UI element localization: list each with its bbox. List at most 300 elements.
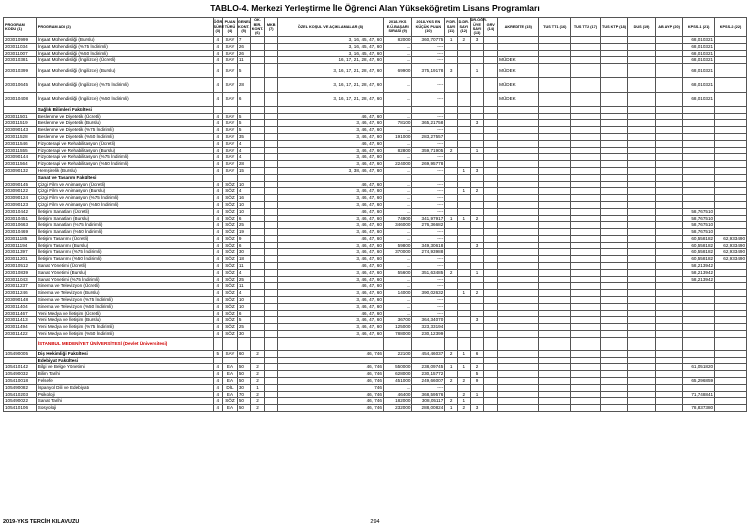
cell-kucuk: 364,34070	[412, 317, 445, 324]
cell-genel: 50	[237, 378, 250, 385]
cell-basari: ...	[383, 263, 412, 270]
cell-ddr	[457, 324, 470, 331]
cell-akr	[498, 276, 539, 283]
cell-dus	[628, 269, 656, 276]
cell-abayp	[655, 229, 683, 236]
cell-tt2	[571, 37, 601, 44]
cell-drogr	[470, 263, 484, 270]
cell-sure: 4	[213, 92, 223, 106]
cell-kosul: 3, 46, 47, 60	[278, 161, 384, 168]
cell-tt2	[571, 391, 601, 398]
cell-ddr	[457, 92, 470, 106]
cell-pdr	[445, 242, 458, 249]
cell-abayp	[655, 378, 683, 385]
cell-akr	[498, 371, 539, 378]
cell-drogr	[470, 310, 484, 317]
cell-sure: 4	[213, 331, 223, 338]
cell-puan: SAY	[223, 50, 238, 57]
cell-sure: 4	[213, 229, 223, 236]
cell-basari: 224000	[383, 161, 412, 168]
cell-drogr: 3	[470, 317, 484, 324]
cell-pdr	[445, 310, 458, 317]
cell-akr	[498, 324, 539, 331]
cell-grv	[484, 195, 498, 202]
cell-drogr: 2	[470, 290, 484, 297]
cell-basari: 788000	[383, 331, 412, 338]
cell-kosul: 3, 46, 47, 60	[278, 147, 384, 154]
empty-cell	[600, 337, 628, 350]
cell-code: 203011237	[4, 283, 37, 290]
column-header-dus: DUS (19)	[628, 18, 656, 37]
cell-grv	[484, 364, 498, 371]
cell-kpss1	[683, 133, 715, 140]
cell-kpss1	[683, 120, 715, 127]
empty-cell	[223, 357, 238, 364]
cell-kpss1: 68,010321	[683, 50, 715, 57]
cell-kpss2: 62,933490	[715, 249, 747, 256]
cell-sure: 4	[213, 43, 223, 50]
cell-ddr	[457, 43, 470, 50]
cell-abayp	[655, 37, 683, 44]
empty-cell	[223, 174, 238, 181]
cell-kucuk: ----	[412, 310, 445, 317]
cell-puan: SÖZ	[223, 317, 238, 324]
cell-puan: SÖZ	[223, 195, 238, 202]
cell-abayp	[655, 120, 683, 127]
empty-cell	[484, 174, 498, 181]
cell-genel: 4	[237, 154, 250, 161]
cell-code: 203011194	[4, 242, 37, 249]
empty-cell	[223, 106, 238, 113]
cell-name: Beslenme ve Diyetetik (Burslu)	[36, 120, 213, 127]
cell-pdr	[445, 161, 458, 168]
cell-ddr	[457, 113, 470, 120]
cell-basari: 182000	[383, 398, 412, 405]
cell-okbir	[250, 57, 265, 64]
university-name: İSTANBUL MEDENİYET ÜNİVERSİTESİ (Devlet Üniversitesi)	[36, 337, 213, 350]
cell-sure: 4	[213, 249, 223, 256]
program-row	[4, 195, 747, 202]
cell-pdr: 2	[445, 350, 458, 357]
cell-sure: 4	[213, 120, 223, 127]
empty-cell	[265, 106, 278, 113]
program-row	[4, 64, 747, 78]
cell-tt1	[539, 113, 571, 120]
cell-name: Bilgi ve Belge Yönetimi	[36, 364, 213, 371]
cell-grv	[484, 269, 498, 276]
empty-cell	[383, 357, 412, 364]
cell-tt2	[571, 324, 601, 331]
cell-abayp	[655, 188, 683, 195]
cell-kosul: 3, 46, 47, 60	[278, 303, 384, 310]
cell-dus	[628, 324, 656, 331]
cell-grv	[484, 303, 498, 310]
cell-okbir	[250, 297, 265, 304]
empty-cell	[4, 174, 37, 181]
cell-dus	[628, 235, 656, 242]
empty-cell	[470, 106, 484, 113]
cell-tt2	[571, 120, 601, 127]
cell-mkb	[265, 195, 278, 202]
cell-tt2	[571, 378, 601, 385]
cell-kosul: 3, 46, 47, 60	[278, 324, 384, 331]
cell-pdr	[445, 78, 458, 92]
cell-akr	[498, 378, 539, 385]
cell-basari: ...	[383, 297, 412, 304]
cell-kpss2	[715, 371, 747, 378]
cell-ktp	[600, 57, 628, 64]
cell-basari: 59800	[383, 242, 412, 249]
cell-grv	[484, 242, 498, 249]
cell-kosul: 3, 46, 47, 60	[278, 297, 384, 304]
cell-okbir: 2	[250, 391, 265, 398]
cell-drogr	[470, 201, 484, 208]
cell-mkb	[265, 140, 278, 147]
cell-okbir	[250, 78, 265, 92]
cell-kpss1	[683, 140, 715, 147]
cell-pdr	[445, 256, 458, 263]
cell-puan: SÖZ	[223, 201, 238, 208]
cell-abayp	[655, 310, 683, 317]
cell-okbir	[250, 43, 265, 50]
cell-tt1	[539, 269, 571, 276]
cell-genel: 10	[237, 297, 250, 304]
cell-tt2	[571, 276, 601, 283]
cell-abayp	[655, 201, 683, 208]
cell-sure: 4	[213, 78, 223, 92]
cell-grv	[484, 43, 498, 50]
cell-abayp	[655, 50, 683, 57]
cell-mkb	[265, 263, 278, 270]
cell-ktp	[600, 242, 628, 249]
column-header-genel: GENEL KONT. (5)	[237, 18, 250, 37]
cell-tt1	[539, 78, 571, 92]
empty-cell	[250, 337, 265, 350]
cell-akr	[498, 188, 539, 195]
program-row	[4, 229, 747, 236]
cell-grv	[484, 310, 498, 317]
cell-pdr	[445, 208, 458, 215]
cell-genel: 4	[237, 269, 250, 276]
cell-tt2	[571, 242, 601, 249]
empty-cell	[237, 337, 250, 350]
cell-drogr	[470, 297, 484, 304]
cell-basari: 69900	[383, 64, 412, 78]
program-table	[3, 17, 747, 412]
cell-pdr	[445, 222, 458, 229]
cell-puan: SAY	[223, 64, 238, 78]
column-header-tt1: TUS TT1 (16)	[539, 18, 571, 37]
cell-pdr	[445, 249, 458, 256]
cell-okbir	[250, 133, 265, 140]
cell-sure: 4	[213, 263, 223, 270]
cell-tt1	[539, 50, 571, 57]
program-row	[4, 201, 747, 208]
cell-okbir	[250, 235, 265, 242]
cell-kosul: 3, 16, 17, 21, 28, 47, 60	[278, 64, 384, 78]
cell-pdr	[445, 92, 458, 106]
cell-pdr	[445, 303, 458, 310]
cell-drogr	[470, 154, 484, 161]
cell-puan: SAY	[223, 120, 238, 127]
cell-mkb	[265, 249, 278, 256]
empty-cell	[655, 106, 683, 113]
cell-kucuk: 283,27557	[412, 133, 445, 140]
cell-tt2	[571, 161, 601, 168]
cell-genel: 4	[237, 147, 250, 154]
cell-genel: 16	[237, 195, 250, 202]
cell-name: Yeni Medya ve İletişim (Ücretli)	[36, 310, 213, 317]
cell-kucuk: 368,59576	[412, 391, 445, 398]
cell-pdr: 3	[445, 64, 458, 78]
cell-abayp	[655, 317, 683, 324]
cell-tt1	[539, 364, 571, 371]
cell-dus	[628, 215, 656, 222]
cell-ddr: 1	[457, 215, 470, 222]
cell-mkb	[265, 215, 278, 222]
cell-ddr	[457, 384, 470, 391]
cell-pdr	[445, 167, 458, 174]
cell-ddr: 2	[457, 37, 470, 44]
cell-name: Çizgi Film ve Animasyon (%50 İndirimli)	[36, 201, 213, 208]
cell-tt2	[571, 113, 601, 120]
empty-cell	[484, 337, 498, 350]
cell-puan: SÖZ	[223, 229, 238, 236]
cell-kpss1	[683, 290, 715, 297]
cell-puan: SÖZ	[223, 331, 238, 338]
cell-puan: SAY	[223, 147, 238, 154]
cell-tt2	[571, 57, 601, 64]
cell-basari: ...	[383, 167, 412, 174]
cell-kucuk: 274,93988	[412, 249, 445, 256]
cell-tt2	[571, 398, 601, 405]
cell-tt2	[571, 181, 601, 188]
cell-tt2	[571, 384, 601, 391]
cell-code: 105410203	[4, 391, 37, 398]
cell-kucuk: ----	[412, 297, 445, 304]
cell-mkb	[265, 161, 278, 168]
cell-kosul: 3, 46, 47, 60	[278, 120, 384, 127]
cell-abayp	[655, 303, 683, 310]
cell-puan: EA	[223, 364, 238, 371]
cell-name: İnşaat Mühendisliği (%50 İndirimli)	[36, 50, 213, 57]
cell-drogr: 3	[470, 242, 484, 249]
cell-drogr	[470, 133, 484, 140]
empty-cell	[237, 174, 250, 181]
cell-dus	[628, 140, 656, 147]
cell-mkb	[265, 350, 278, 357]
cell-basari: ...	[383, 43, 412, 50]
cell-code: 105490022	[4, 398, 37, 405]
page-title: TABLO-4. Merkezi Yerleştirme İle Öğrenci Alan Yükseköğretim Lisans Programları	[210, 3, 540, 13]
cell-pdr	[445, 297, 458, 304]
cell-tt1	[539, 188, 571, 195]
cell-ktp	[600, 201, 628, 208]
cell-genel: 25	[237, 324, 250, 331]
cell-kucuk: 269,95778	[412, 161, 445, 168]
cell-sure: 4	[213, 181, 223, 188]
cell-name: Yeni Medya ve İletişim (%75 İndirimli)	[36, 324, 213, 331]
cell-ktp	[600, 222, 628, 229]
cell-mkb	[265, 120, 278, 127]
cell-basari: ...	[383, 195, 412, 202]
cell-okbir	[250, 201, 265, 208]
cell-genel: 5	[237, 317, 250, 324]
empty-cell	[412, 357, 445, 364]
cell-kpss2	[715, 350, 747, 357]
cell-okbir	[250, 113, 265, 120]
cell-puan: SÖZ	[223, 297, 238, 304]
cell-ktp	[600, 391, 628, 398]
cell-abayp	[655, 269, 683, 276]
cell-tt2	[571, 64, 601, 78]
cell-basari: ...	[383, 50, 412, 57]
cell-kpss2	[715, 201, 747, 208]
cell-ktp	[600, 113, 628, 120]
cell-tt2	[571, 43, 601, 50]
cell-abayp	[655, 405, 683, 412]
cell-pdr	[445, 276, 458, 283]
cell-kucuk: ----	[412, 208, 445, 215]
cell-kpss2	[715, 120, 747, 127]
cell-pdr	[445, 127, 458, 134]
cell-kucuk: 360,70775	[412, 37, 445, 44]
cell-ddr	[457, 127, 470, 134]
cell-kucuk: ----	[412, 303, 445, 310]
cell-genel: 9	[237, 235, 250, 242]
cell-kosul: 46, 47, 60	[278, 181, 384, 188]
cell-sure: 4	[213, 222, 223, 229]
cell-drogr	[470, 324, 484, 331]
cell-code: 203011397	[4, 249, 37, 256]
cell-grv	[484, 167, 498, 174]
cell-genel: 50	[237, 364, 250, 371]
cell-tt1	[539, 167, 571, 174]
cell-kpss1: 71,748841	[683, 391, 715, 398]
cell-dus	[628, 92, 656, 106]
cell-kosul: 3, 46, 47, 60	[278, 269, 384, 276]
cell-ktp	[600, 50, 628, 57]
cell-genel: 25	[237, 276, 250, 283]
table-body	[4, 37, 747, 412]
cell-kosul: 46, 47, 60	[278, 208, 384, 215]
cell-genel: 30	[237, 249, 250, 256]
cell-pdr: 2	[445, 269, 458, 276]
cell-code: 203011555	[4, 147, 37, 154]
cell-kosul: 46, 746	[278, 405, 384, 412]
cell-kpss1	[683, 303, 715, 310]
cell-kpss2	[715, 391, 747, 398]
cell-mkb	[265, 256, 278, 263]
cell-kosul: 46, 47, 60	[278, 235, 384, 242]
empty-cell	[4, 106, 37, 113]
empty-cell	[237, 106, 250, 113]
cell-name: İletişim Tasarımı (Ücretli)	[36, 235, 213, 242]
cell-name: Felsefe	[36, 378, 213, 385]
cell-kpss1	[683, 161, 715, 168]
cell-tt1	[539, 283, 571, 290]
cell-ktp	[600, 283, 628, 290]
cell-ktp	[600, 324, 628, 331]
cell-ddr	[457, 78, 470, 92]
cell-kucuk: ----	[412, 263, 445, 270]
cell-ktp	[600, 310, 628, 317]
cell-mkb	[265, 371, 278, 378]
cell-puan: SAY	[223, 154, 238, 161]
empty-cell	[600, 357, 628, 364]
cell-kucuk: 249,66007	[412, 378, 445, 385]
cell-tt1	[539, 208, 571, 215]
cell-ddr	[457, 263, 470, 270]
cell-puan: SÖZ	[223, 249, 238, 256]
empty-cell	[445, 337, 458, 350]
cell-kpss1	[683, 167, 715, 174]
cell-mkb	[265, 133, 278, 140]
empty-cell	[213, 174, 223, 181]
cell-mkb	[265, 405, 278, 412]
cell-grv	[484, 57, 498, 64]
cell-akr	[498, 297, 539, 304]
column-header-tt2: TUS TT2 (17)	[571, 18, 601, 37]
column-header-ktp: TUS KTP (18)	[600, 18, 628, 37]
cell-sure: 4	[213, 161, 223, 168]
cell-code: 203010469	[4, 229, 37, 236]
cell-akr	[498, 208, 539, 215]
cell-genel: 6	[237, 92, 250, 106]
cell-grv	[484, 127, 498, 134]
cell-kucuk: 375,19178	[412, 64, 445, 78]
cell-tt2	[571, 371, 601, 378]
cell-abayp	[655, 161, 683, 168]
cell-akr	[498, 317, 539, 324]
program-row	[4, 167, 747, 174]
cell-sure: 4	[213, 133, 223, 140]
cell-kpss2	[715, 133, 747, 140]
cell-abayp	[655, 256, 683, 263]
cell-kpss1	[683, 398, 715, 405]
cell-abayp	[655, 222, 683, 229]
cell-okbir	[250, 37, 265, 44]
cell-kpss1: 58,767510	[683, 222, 715, 229]
cell-ktp	[600, 378, 628, 385]
cell-kpss2	[715, 147, 747, 154]
cell-genel: 50	[237, 405, 250, 412]
cell-abayp	[655, 215, 683, 222]
cell-name: Çizgi Film ve Animasyon (Burslu)	[36, 188, 213, 195]
program-row	[4, 140, 747, 147]
cell-kpss1: 68,010321	[683, 78, 715, 92]
cell-abayp	[655, 263, 683, 270]
cell-basari: ...	[383, 208, 412, 215]
cell-kpss1: 78,837380	[683, 405, 715, 412]
cell-akr	[498, 140, 539, 147]
cell-name: Sanat Yönetimi (Burslu)	[36, 269, 213, 276]
cell-akr	[498, 391, 539, 398]
empty-cell	[628, 174, 656, 181]
cell-grv	[484, 371, 498, 378]
empty-cell	[683, 337, 715, 350]
cell-tt1	[539, 127, 571, 134]
cell-tt1	[539, 140, 571, 147]
cell-name: İletişim Sanatları (%50 İndirimli)	[36, 229, 213, 236]
cell-kucuk: ----	[412, 201, 445, 208]
cell-dus	[628, 350, 656, 357]
column-header-kosul: ÖZEL KOŞUL VE AÇIKLAMALAR (8)	[278, 18, 384, 37]
cell-name: Fizyoterapi ve Rehabilitasyon (Burslu)	[36, 147, 213, 154]
empty-cell	[250, 106, 265, 113]
cell-tt1	[539, 222, 571, 229]
cell-sure: 4	[213, 398, 223, 405]
